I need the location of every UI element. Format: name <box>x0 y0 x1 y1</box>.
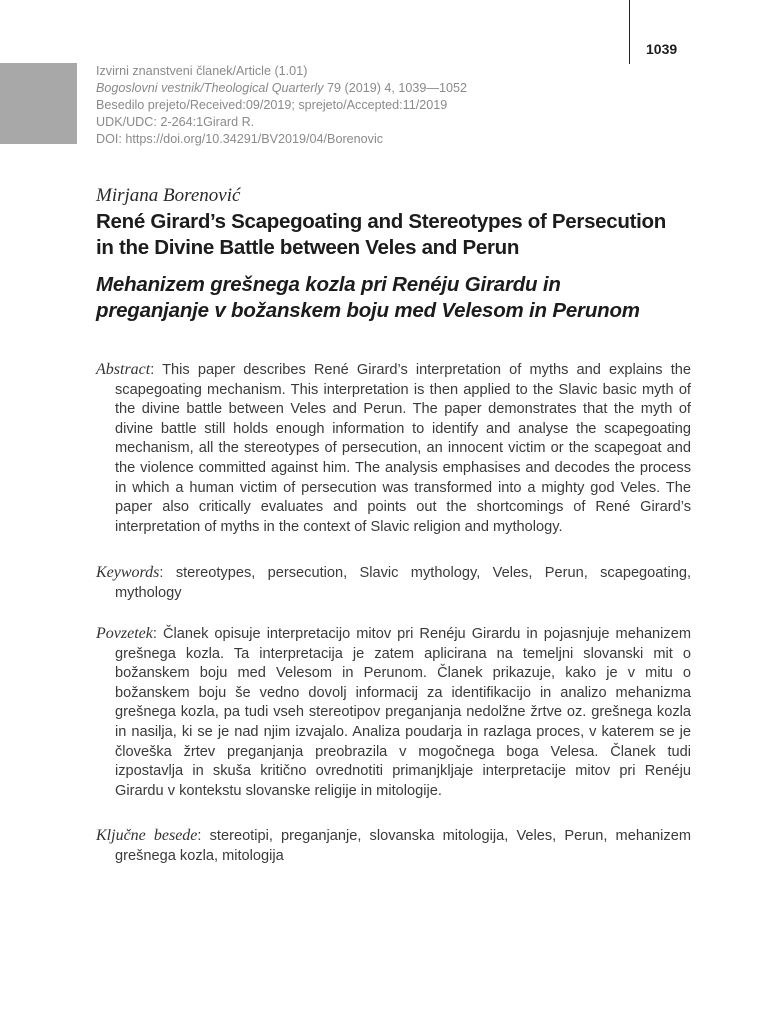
udc-code: UDK/UDC: 2-264:1Girard R. <box>96 115 255 129</box>
journal-citation <box>96 80 467 97</box>
povzetek-text: : Članek opisuje interpretacijo mitov pri Renéju Girardu in pojasnjuje mehanizem grešnega kozla. Ta interpretacija je zatem aplicirana na temeljni slovanski mit o božanskem boju med Velesom in Perunom. Članek prikazuje, kako je v mitu o božanskem boju še vedno dovolj informacij za identifikacijo in analizo mehanizma grešnega kozla, pa tudi vseh stereotipov preganjanja nedolžne žrtve oz. grešnega kozla in nasilja, ki se je nad njim izvajalo. Analiza poudarja in razlaga proces, v katerem se je človeška žrtev preganjanja preobrazila v mogočnega boga Velesa. Članek tudi izpostavlja in skuša kritično ovrednotiti primanjkljaje interpretacije mitov pri Renéju Girardu v kontekstu slovanske religije in mitologije. <box>115 626 691 799</box>
povzetek-label: Povzetek <box>96 625 153 642</box>
abstract-paragraph <box>96 360 691 537</box>
abstract-label: Abstract <box>96 361 151 378</box>
page-number: 1039 <box>646 41 678 57</box>
header-rule <box>629 0 630 64</box>
journal-name: Bogoslovni vestnik/Theological Quarterly <box>96 81 324 95</box>
kljucne-besede-text: : stereotipi, preganjanje, slovanska mitologija, Veles, Perun, mehanizem grešnega kozla, mitologija <box>115 828 691 864</box>
povzetek-paragraph <box>96 624 691 801</box>
article-title: René Girard’s Scapegoating and Stereotypes of Persecution in the Divine Battle between Veles and Perun <box>96 210 666 259</box>
keywords-text: : stereotypes, persecution, Slavic mythology, Veles, Perun, scapegoating, mythology <box>115 565 691 601</box>
kljucne-besede-label: Ključne besede <box>96 827 198 844</box>
article-type: Izvirni znanstveni članek/Article (1.01) <box>96 64 308 78</box>
article-subtitle: Mehanizem grešnega kozla pri Renéju Girardu in preganjanje v božanskem boju med Velesom in Perunom <box>96 273 640 322</box>
article-metadata <box>96 63 467 148</box>
margin-gray-block <box>0 63 77 144</box>
keywords-paragraph <box>96 563 691 603</box>
doi[interactable]: DOI: https://doi.org/10.34291/BV2019/04/Borenovic <box>96 132 384 146</box>
kljucne-besede-paragraph <box>96 826 691 866</box>
author-name: Mirjana Borenović <box>96 185 241 206</box>
keywords-label: Keywords <box>96 564 160 581</box>
abstract-text: : This paper describes René Girard’s interpretation of myths and explains the scapegoating mechanism. This interpretation is then applied to the Slavic basic myth of the divine battle between Veles and Perun. The paper demonstrates that the myth of divine battle still holds enough information to identify and analyse the scapegoating mechanism, all the stereotypes of persecution, an innocent victim or the scapegoat and the violence committed against him. The analysis emphasises and decodes the process in which a human victim of persecution was transformed into a mighty god Veles. The paper also critically evaluates and points out the shortcomings of René Girard’s interpretation of myths in the context of Slavic religion and mythology. <box>115 362 691 535</box>
received-accepted: Besedilo prejeto/Received:09/2019; sprejeto/Accepted:11/2019 <box>96 98 448 112</box>
journal-issue: 79 (2019) 4, 1039—1052 <box>323 81 468 95</box>
